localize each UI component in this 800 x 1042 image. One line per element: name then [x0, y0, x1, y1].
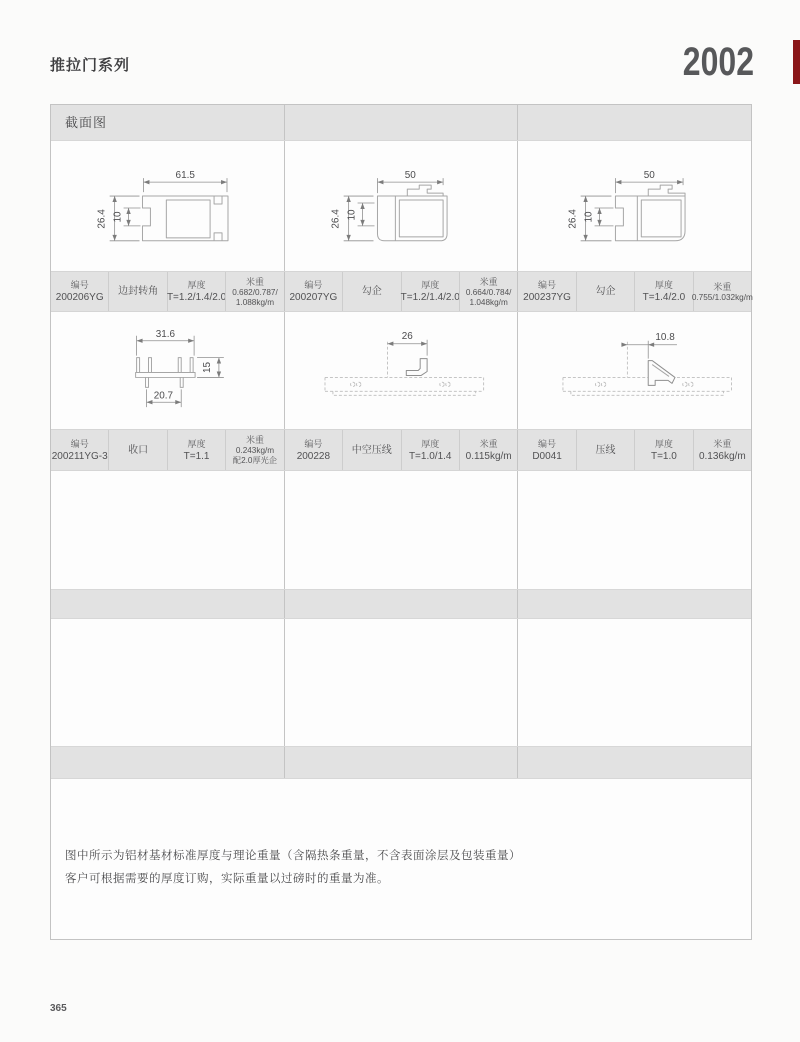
empty-cell — [284, 747, 518, 778]
empty-cell — [284, 471, 518, 589]
spec-cell-200207YG — [284, 272, 518, 311]
profile-table — [50, 104, 752, 940]
empty-diagram-row — [51, 619, 751, 746]
spec-code-cell — [518, 430, 575, 470]
profile-weight: 0.682/0.787/ — [232, 287, 278, 297]
note-line-2: 客户可根据需要的厚度订购，实际重量以过磅时的重量为准。 — [65, 873, 389, 885]
empty-cell — [517, 590, 751, 618]
dim-inner: 10 — [346, 209, 358, 221]
empty-cell — [51, 619, 284, 746]
spec-name-cell — [576, 430, 634, 470]
dim-inner: 20.7 — [153, 390, 174, 402]
profile-code: 200237YG — [523, 292, 571, 303]
spec-thickness-cell — [167, 272, 225, 311]
profile-drawing-200211YG-3 — [51, 312, 284, 429]
diagram-cell-D0041 — [517, 312, 751, 429]
spec-name-cell — [342, 430, 400, 470]
profile-weight: 0.755/1.032kg/m — [691, 292, 753, 302]
thickness-label: 厚度 — [187, 438, 206, 449]
note-line-1: 图中所示为铝材基材标准厚度与理论重量（含隔热条重量，不含表面涂层及包装重量） — [65, 850, 521, 862]
weight-label: 米重 — [479, 438, 498, 449]
diagram-cell-200206YG — [51, 141, 284, 271]
empty-cell — [284, 619, 518, 746]
section-header-cell — [51, 105, 284, 140]
profile-thickness: T=1.0/1.4 — [408, 450, 452, 462]
dim-height: 26.4 — [568, 209, 580, 229]
spec-name-cell — [108, 430, 166, 470]
spec-row-2 — [51, 429, 751, 471]
spec-thickness-cell — [401, 430, 459, 470]
dim-height: 26.4 — [330, 209, 342, 229]
empty-spec-row — [51, 589, 751, 619]
profile-weight: 0.136kg/m — [698, 450, 746, 462]
profile-drawing-200237YG — [518, 141, 751, 271]
weight-label: 米重 — [479, 276, 498, 287]
empty-cell — [51, 590, 284, 618]
profile-code: 200211YG-3 — [51, 450, 108, 462]
code-label: 编号 — [70, 438, 89, 449]
notes — [51, 779, 751, 891]
thickness-label: 厚度 — [421, 438, 440, 449]
dim-height: 26.4 — [96, 209, 108, 229]
profile-drawing-D0041 — [518, 312, 751, 429]
spec-cell-200237YG — [517, 272, 751, 311]
profile-thickness: T=1.4/2.0 — [642, 292, 686, 303]
profile-name: 边封转角 — [118, 286, 159, 297]
spec-code-cell — [51, 430, 108, 470]
spec-thickness-cell — [634, 272, 692, 311]
spec-thickness-cell — [167, 430, 225, 470]
spec-code-cell — [518, 272, 575, 311]
empty-spec-row — [51, 746, 751, 779]
spec-weight-cell — [459, 430, 517, 470]
page-title: 推拉门系列 — [50, 57, 131, 74]
weight-label: 米重 — [245, 276, 264, 287]
spec-weight-cell — [459, 272, 517, 311]
series-number: 2002 — [682, 40, 754, 84]
empty-cell — [51, 747, 284, 778]
spec-row-1 — [51, 271, 751, 312]
profile-weight-2: 配2.0厚光企 — [232, 456, 278, 465]
code-label: 编号 — [304, 438, 323, 449]
weight-label: 米重 — [245, 435, 264, 445]
dim-width: 31.6 — [155, 328, 175, 340]
profile-name: 勾企 — [361, 286, 382, 297]
dim-inner: 10 — [112, 211, 124, 223]
weight-label: 米重 — [713, 281, 732, 292]
spec-cell-200228 — [284, 430, 518, 470]
profile-thickness: T=1.1 — [183, 450, 210, 462]
profile-code: 200228 — [296, 450, 331, 462]
spec-thickness-cell — [401, 272, 459, 311]
profile-name: 勾企 — [595, 286, 616, 297]
diagram-cell-200228 — [284, 312, 518, 429]
profile-weight: 0.664/0.784/ — [465, 287, 512, 297]
thickness-label: 厚度 — [187, 280, 206, 290]
dim-width: 50 — [404, 170, 416, 182]
profile-weight-2: 1.048kg/m — [469, 297, 508, 307]
diagram-cell-200237YG — [517, 141, 751, 271]
profile-thickness: T=1.0 — [650, 450, 677, 462]
profile-weight: 0.243kg/m — [235, 446, 275, 455]
thickness-label: 厚度 — [654, 438, 673, 449]
dim-width: 61.5 — [175, 170, 195, 182]
red-index-tab — [793, 40, 800, 84]
section-title: 截面图 — [65, 115, 108, 130]
profile-drawing-200228 — [285, 312, 518, 429]
profile-code: D0041 — [532, 450, 562, 462]
dim-width: 50 — [644, 170, 656, 182]
thickness-label: 厚度 — [654, 280, 673, 290]
section-header-cell — [284, 105, 518, 140]
profile-weight: 0.115kg/m — [465, 450, 512, 462]
empty-cell — [517, 471, 751, 589]
code-label: 编号 — [70, 280, 89, 290]
profile-drawing-200206YG — [51, 141, 284, 271]
profile-name: 压线 — [595, 444, 616, 456]
profile-thickness: T=1.2/1.4/2.0 — [400, 292, 460, 303]
page-number: 365 — [50, 1003, 67, 1014]
spec-code-cell — [285, 430, 342, 470]
code-label: 编号 — [538, 280, 557, 290]
table-footer — [51, 779, 751, 939]
spec-thickness-cell — [634, 430, 692, 470]
empty-cell — [517, 619, 751, 746]
spec-weight-cell — [225, 272, 283, 311]
thickness-label: 厚度 — [421, 280, 440, 290]
dim-inner: 10 — [583, 211, 595, 223]
spec-cell-200206YG — [51, 272, 284, 311]
spec-code-cell — [285, 272, 342, 311]
spec-name-cell — [576, 272, 634, 311]
spec-cell-D0041 — [517, 430, 751, 470]
empty-cell — [51, 471, 284, 589]
diagram-row-2 — [51, 312, 751, 429]
dim-width: 10.8 — [655, 331, 676, 343]
code-label: 编号 — [304, 280, 323, 290]
weight-label: 米重 — [713, 438, 732, 449]
spec-code-cell — [51, 272, 108, 311]
spec-name-cell — [342, 272, 400, 311]
empty-cell — [284, 590, 518, 618]
diagram-cell-200207YG — [284, 141, 518, 271]
spec-weight-cell — [693, 430, 751, 470]
profile-weight-2: 1.088kg/m — [235, 297, 275, 307]
section-header-cell — [517, 105, 751, 140]
empty-diagram-row — [51, 471, 751, 589]
profile-name: 中空压线 — [351, 444, 392, 456]
spec-name-cell — [108, 272, 166, 311]
diagram-cell-200211YG-3 — [51, 312, 284, 429]
diagram-row-1 — [51, 141, 751, 271]
spec-weight-cell — [693, 272, 751, 311]
profile-name: 收口 — [128, 444, 149, 456]
spec-weight-cell — [225, 430, 283, 470]
spec-cell-200211YG-3 — [51, 430, 284, 470]
empty-cell — [517, 747, 751, 778]
profile-drawing-200207YG — [285, 141, 518, 271]
profile-thickness: T=1.2/1.4/2.0 — [166, 292, 227, 303]
code-label: 编号 — [538, 438, 557, 449]
profile-code: 200206YG — [55, 292, 104, 303]
section-header-row — [51, 105, 751, 141]
dim-height: 15 — [201, 362, 213, 374]
dim-width: 26 — [401, 330, 413, 342]
profile-code: 200207YG — [289, 292, 338, 303]
